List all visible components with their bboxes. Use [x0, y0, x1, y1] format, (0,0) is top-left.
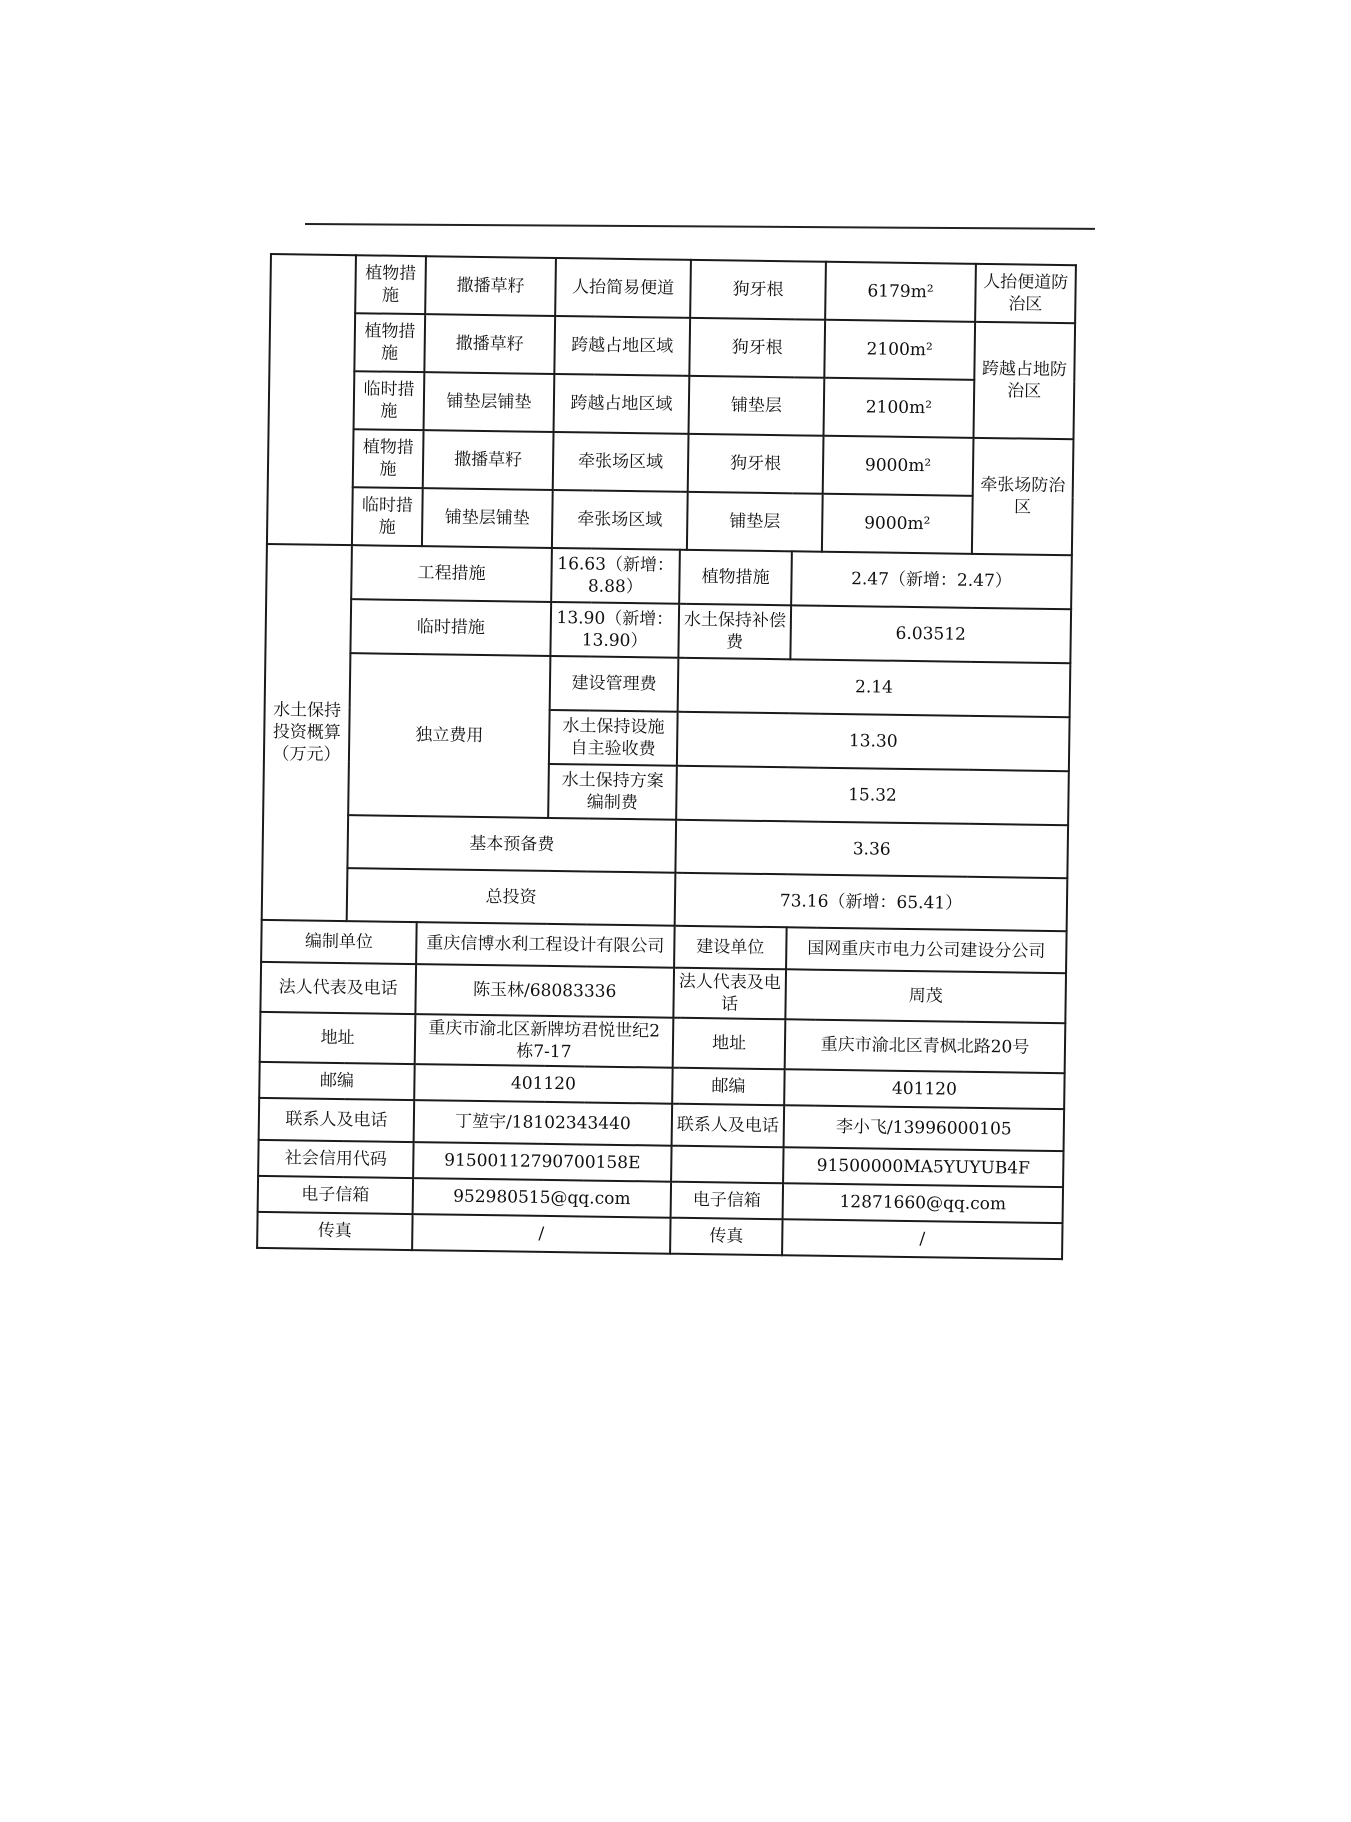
- measure-location: 跨越占地区域: [554, 374, 690, 434]
- engineering-value: 16.63（新增：8.88）: [551, 548, 680, 604]
- email-label: 电子信箱: [258, 1176, 413, 1214]
- address-left: 重庆市渝北区新牌坊君悦世纪2栋7-17: [415, 1014, 674, 1068]
- compensation-label: 水土保持补偿费: [678, 604, 791, 660]
- contact-label: 联系人及电话: [259, 1098, 415, 1142]
- temporary-label: 临时措施: [350, 599, 551, 656]
- total-value: 73.16（新增：65.41）: [675, 873, 1068, 931]
- measure-method: 铺垫层铺垫: [422, 488, 553, 548]
- measure-zone: 牵张场防治区: [972, 438, 1074, 555]
- address-label-right: 地址: [673, 1018, 786, 1070]
- postcode-label-right: 邮编: [672, 1068, 785, 1106]
- postcode-right: 401120: [784, 1069, 1064, 1109]
- measures-blank-cell: [267, 254, 356, 545]
- measure-item: 狗牙根: [688, 434, 824, 494]
- fax-left: /: [412, 1214, 670, 1254]
- email-label-right: 电子信箱: [671, 1182, 784, 1220]
- measure-method: 铺垫层铺垫: [424, 372, 555, 432]
- measure-type: 植物措施: [354, 313, 425, 372]
- compiler-value: 重庆信博水利工程设计有限公司: [416, 922, 675, 968]
- summary-sheet: [256, 253, 1075, 1284]
- measure-method: 撒播草籽: [424, 314, 555, 374]
- measure-item: 狗牙根: [690, 260, 826, 320]
- measure-qty: 2100m²: [824, 320, 975, 380]
- credit-right: 91500000MA5YUYUB4F: [783, 1147, 1063, 1187]
- address-right: 重庆市渝北区青枫北路20号: [785, 1019, 1066, 1073]
- credit-left: 91500112790700158E: [413, 1142, 671, 1182]
- engineering-label: 工程措施: [351, 545, 552, 602]
- measure-location: 跨越占地区域: [554, 316, 690, 376]
- reserve-value: 3.36: [675, 820, 1068, 878]
- temporary-value: 13.90（新增：13.90）: [550, 602, 679, 658]
- fax-label: 传真: [257, 1212, 412, 1250]
- contact-label-right: 联系人及电话: [672, 1104, 785, 1148]
- plant-label: 植物措施: [679, 550, 792, 606]
- credit-label: 社会信用代码: [258, 1140, 413, 1178]
- email-right: 12871660@qq.com: [783, 1183, 1063, 1223]
- acceptance-value: 13.30: [677, 712, 1070, 771]
- email-left: 952980515@qq.com: [413, 1178, 671, 1218]
- measure-item: 铺垫层: [689, 376, 825, 436]
- measure-zone: 跨越占地防治区: [974, 322, 1076, 439]
- contact-left: 丁堃宇/18102343440: [414, 1100, 673, 1146]
- independent-label: 独立费用: [348, 653, 550, 818]
- address-label: 地址: [260, 1012, 416, 1064]
- builder-value: 国网重庆市电力公司建设分公司: [786, 927, 1067, 973]
- legal-left: 陈玉林/68083336: [415, 964, 674, 1018]
- measure-qty: 9000m²: [822, 494, 973, 554]
- construction-mgmt-value: 2.14: [678, 658, 1071, 717]
- measure-location: 牵张场区域: [553, 432, 689, 492]
- plant-value: 2.47（新增：2.47）: [791, 551, 1072, 609]
- legal-label: 法人代表及电话: [260, 962, 416, 1014]
- measure-method: 撒播草籽: [423, 430, 554, 490]
- plan-value: 15.32: [676, 766, 1069, 825]
- credit-label-right-blank: [671, 1146, 784, 1184]
- summary-table: [256, 253, 1077, 1260]
- measure-type: 临时措施: [354, 371, 425, 430]
- reserve-label: 基本预备费: [347, 815, 676, 873]
- investment-row: [265, 652, 1071, 717]
- legal-right: 周茂: [785, 969, 1066, 1023]
- legal-label-right: 法人代表及电话: [673, 968, 786, 1020]
- investment-section-label: 水土保持投资概算（万元）: [262, 544, 352, 921]
- measure-zone: 人抬便道防治区: [975, 264, 1076, 323]
- measure-location: 人抬简易便道: [555, 258, 691, 318]
- construction-mgmt-label: 建设管理费: [550, 656, 679, 712]
- postcode-label: 邮编: [259, 1062, 414, 1100]
- measure-location: 牵张场区域: [552, 490, 688, 550]
- measure-qty: 6179m²: [825, 262, 976, 322]
- compensation-value: 6.03512: [790, 605, 1071, 663]
- measure-qty: 9000m²: [823, 436, 974, 496]
- measure-item: 狗牙根: [689, 318, 825, 378]
- measure-method: 撒播草籽: [425, 256, 556, 316]
- measure-type: 植物措施: [355, 255, 426, 314]
- fax-right: /: [782, 1219, 1062, 1259]
- fax-label-right: 传真: [670, 1218, 783, 1256]
- measure-type: 临时措施: [352, 487, 423, 546]
- total-label: 总投资: [347, 868, 676, 926]
- postcode-left: 401120: [414, 1064, 672, 1104]
- compiler-label: 编制单位: [261, 920, 417, 964]
- measure-type: 植物措施: [353, 429, 424, 488]
- measure-item: 铺垫层: [687, 492, 823, 552]
- builder-label: 建设单位: [674, 926, 787, 970]
- header-rule: [305, 223, 1095, 230]
- contact-right: 李小飞/13996000105: [784, 1105, 1065, 1151]
- measure-qty: 2100m²: [824, 378, 975, 438]
- plan-label: 水土保持方案编制费: [548, 764, 677, 820]
- acceptance-label: 水土保持设施自主验收费: [549, 710, 678, 766]
